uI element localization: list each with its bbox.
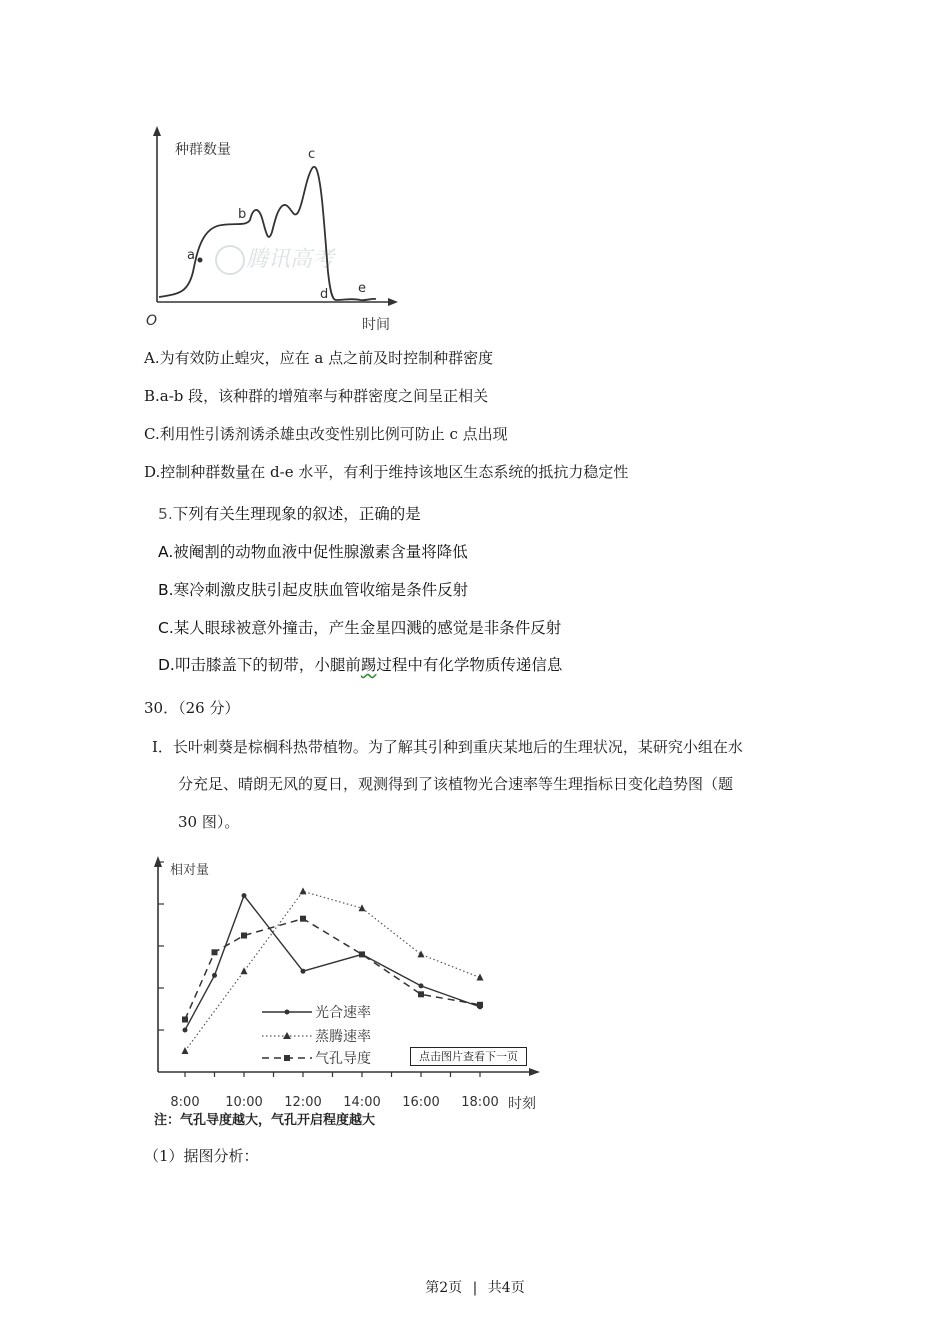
legend-label-transpiration: 蒸腾速率 [315, 1029, 371, 1045]
q5-option-d-text-1: 叩击膝盖下的韧带，小腿前 [174, 656, 361, 674]
q5-option-c [158, 616, 561, 638]
page-footer [0, 1277, 950, 1297]
series-point-photosynthesis-6 [419, 983, 424, 988]
q5-option-b-text: 寒冷刺激皮肤引起皮肤血管收缩是条件反射 [173, 581, 469, 599]
q5-option-b-letter: B. [158, 581, 174, 599]
q30-sub1: （1）据图分析： [144, 1147, 259, 1165]
q5-option-c-letter: C. [158, 619, 174, 637]
series-line-transpiration [185, 891, 480, 1051]
watermark-text: 腾讯高考 [246, 247, 335, 272]
point-b-label: b [238, 207, 247, 222]
series-point-transpiration-3 [300, 887, 307, 894]
series-point-transpiration-2 [241, 967, 248, 974]
series-point-stomatal-4 [300, 916, 306, 922]
q5-stem [158, 502, 421, 524]
q4-option-a: A.为有效防止蝗灾，应在 a 点之前及时控制种群密度 [144, 349, 494, 367]
x-tick-label-1: 8:00 [170, 1095, 200, 1110]
q5-option-b [158, 578, 468, 600]
x-tick-label-5: 16:00 [402, 1095, 440, 1110]
series-point-photosynthesis-4 [301, 969, 306, 974]
q4-option-d: D.控制种群数量在 d-e 水平，有利于维持该地区生态系统的抵抗力稳定性 [144, 463, 629, 481]
footer-page: 第2页 [425, 1280, 463, 1296]
q5-option-d-wavy-word: 踢 [360, 656, 377, 674]
chart-y-label: 相对量 [170, 863, 210, 878]
series-point-photosynthesis-1 [183, 1028, 188, 1033]
population-curve-figure [140, 122, 410, 337]
q30-header: 30．（26 分） [144, 699, 240, 717]
physiology-chart[interactable] [140, 850, 560, 1135]
chart-x-axis-arrow [529, 1068, 540, 1076]
y-axis-label: 种群数量 [175, 142, 231, 158]
chart-x-label: 时刻 [508, 1096, 536, 1112]
point-c-label: c [308, 147, 316, 162]
series-point-stomatal-1 [182, 1017, 188, 1023]
series-point-stomatal-7 [477, 1002, 483, 1008]
view-next-page-button[interactable]: 点击图片查看下一页 [410, 1047, 527, 1066]
x-tick-label-4: 14:00 [343, 1095, 381, 1110]
x-tick-label-2: 10:00 [225, 1095, 263, 1110]
q5-option-d [158, 653, 562, 675]
series-point-transpiration-6 [477, 974, 484, 981]
legend-marker-stomatal [284, 1055, 290, 1061]
origin-label: O [146, 313, 158, 329]
population-curve [159, 167, 376, 300]
watermark [216, 246, 336, 274]
series-point-photosynthesis-3 [242, 893, 247, 898]
q4-option-c: C.利用性引诱剂诱杀雄虫改变性别比例可防止 c 点出现 [144, 425, 508, 443]
point-a-label: a [187, 248, 195, 263]
series-point-transpiration-5 [418, 950, 425, 957]
q5-number: 5. [158, 505, 173, 523]
series-point-photosynthesis-2 [212, 973, 217, 978]
q30-part1-line3: 30 图）。 [178, 813, 240, 831]
chart-note: 注：气孔导度越大，气孔开启程度越大 [154, 1113, 376, 1128]
q5-option-d-letter: D. [158, 656, 175, 674]
point-e-label: e [358, 281, 366, 296]
q30-part1-line2: 分充足、晴朗无风的夏日，观测得到了该植物光合速率等生理指标日变化趋势图（题 [178, 775, 734, 793]
series-point-stomatal-6 [418, 991, 424, 997]
x-tick-label-6: 18:00 [461, 1095, 499, 1110]
series-point-stomatal-2 [212, 949, 218, 955]
point-d-label: d [320, 287, 329, 302]
footer-separator: | [472, 1280, 478, 1296]
series-point-stomatal-5 [359, 951, 365, 957]
footer-total: 共4页 [487, 1280, 525, 1296]
x-axis-label: 时间 [362, 317, 390, 333]
x-tick-label-3: 12:00 [284, 1095, 322, 1110]
legend-marker-photosynthesis [285, 1010, 290, 1015]
q5-option-a-text: 被阉割的动物血液中促性腺激素含量将降低 [173, 543, 468, 561]
point-a-marker [198, 258, 203, 263]
chart-legend [262, 1004, 371, 1067]
q30-part1-line1: Ⅰ．长叶刺葵是棕榈科热带植物。为了解其引种到重庆某地后的生理状况，某研究小组在水 [152, 738, 743, 756]
q5-stem-text: 下列有关生理现象的叙述，正确的是 [172, 505, 421, 523]
q5-option-a-letter: A. [158, 543, 174, 561]
physiology-chart-svg [140, 850, 560, 1135]
q4-option-b: B.a-b 段，该种群的增殖率与种群密度之间呈正相关 [144, 387, 489, 405]
q5-option-c-text: 某人眼球被意外撞击，产生金星四溅的感觉是非条件反射 [173, 619, 562, 637]
legend-label-photosynthesis: 光合速率 [315, 1005, 371, 1021]
legend-label-stomatal: 气孔导度 [315, 1051, 371, 1067]
y-axis-arrow [153, 126, 161, 136]
legend-marker-transpiration [283, 1032, 291, 1039]
series-point-transpiration-1 [182, 1047, 189, 1054]
q5-option-a [158, 540, 468, 562]
x-axis-arrow [388, 298, 398, 306]
q5-option-d-text-2: 过程中有化学物质传递信息 [376, 656, 563, 674]
series-point-stomatal-3 [241, 933, 247, 939]
